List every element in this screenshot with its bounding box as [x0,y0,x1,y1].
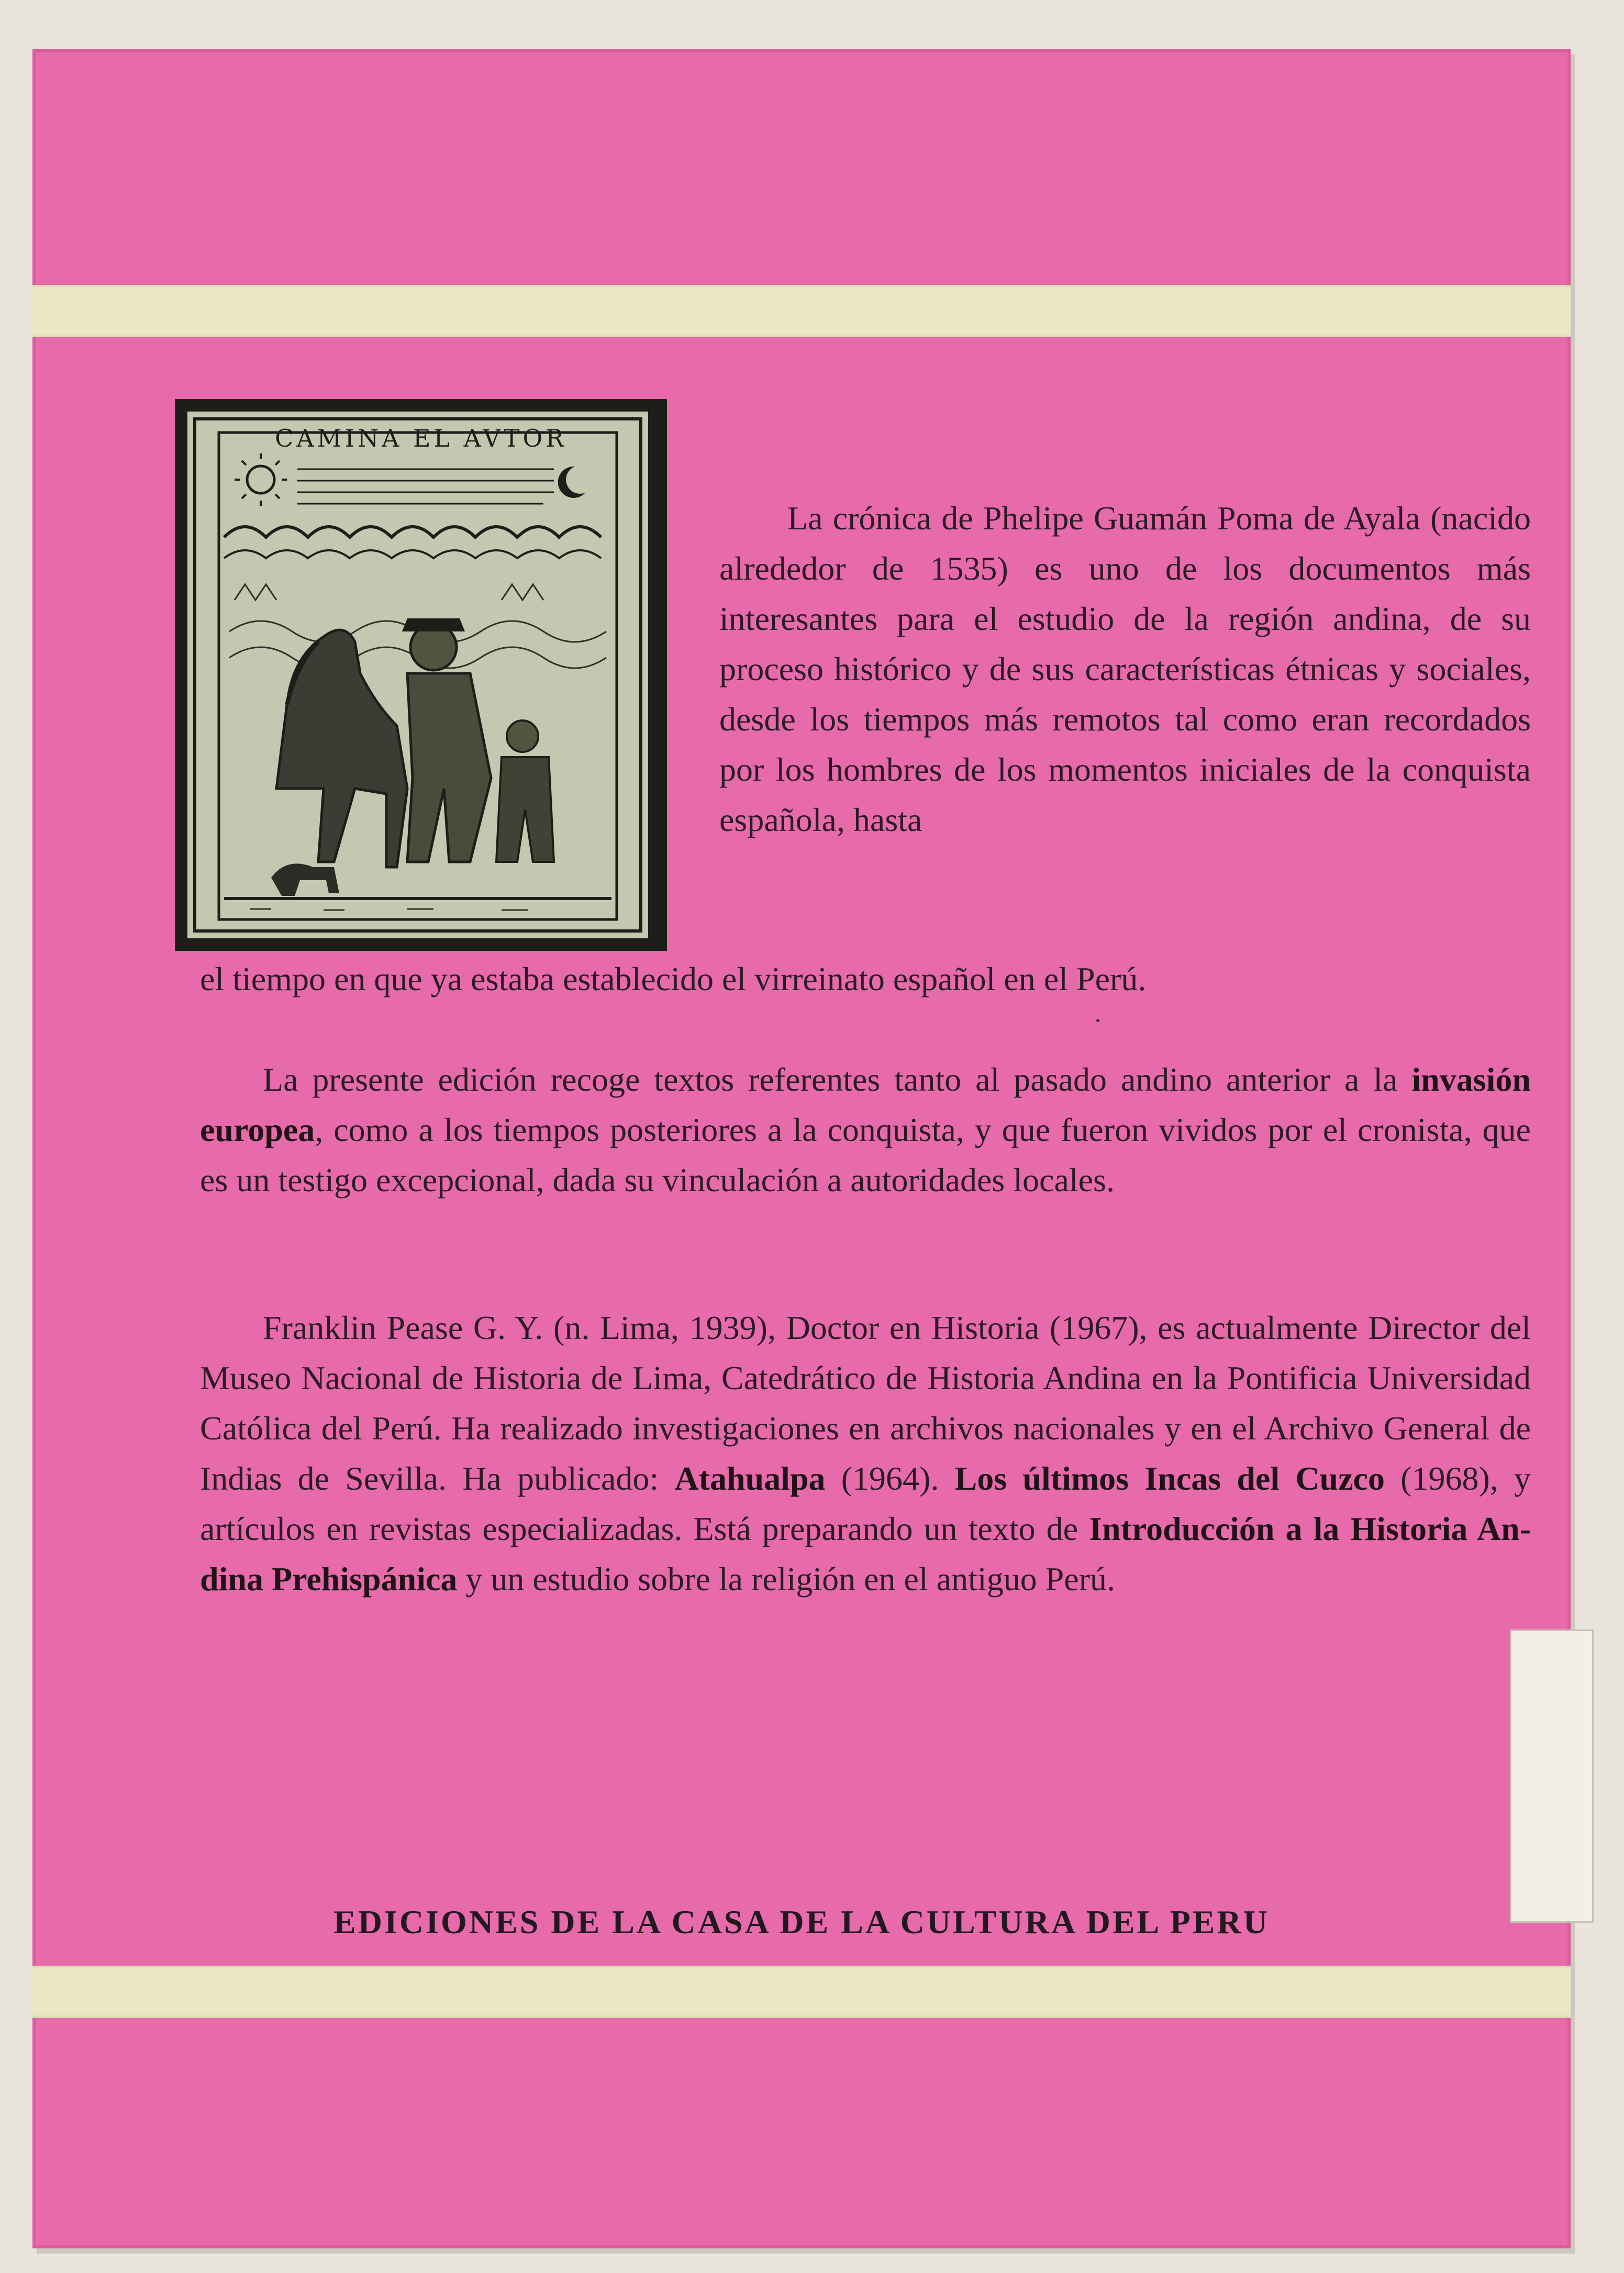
paragraph-3-text-b: (1964). [825,1460,955,1497]
book-title-atahualpa: Atahualpa [674,1460,826,1497]
book-title-introduccion: Introducción a la Historia Andina Prehispánica [200,1510,1531,1598]
top-cream-band [32,285,1571,337]
book-title-ultimos-incas: Los últimos Incas del Cuzco [954,1460,1385,1497]
paragraph-3-text-d: y un estudio sobre la religión en el antiguo Perú. [457,1560,1115,1598]
book-back-cover [32,49,1571,2248]
paragraph-3-author-bio [200,1303,1531,1604]
bottom-cream-band [32,1966,1571,2018]
woodcut-illustration [175,399,667,951]
paragraph-1-last-line: el tiempo en que ya estaba establecido el virreinato español en el Perú. [200,960,1147,997]
publisher-line: EDICIONES DE LA CASA DE LA CULTURA DEL PERU [333,1903,1270,1941]
paragraph-3-text-a: Franklin Pease G. Y. (n. Lima, 1939), Doctor en Historia (1967), es actualmente Director del Museo Nacional de Historia de Lima, Catedrático de Historia Andina en la Pontificia Universidad Católica del Perú. Ha realizado investigaciones en archivos nacionales y en el Archivo General de Indias de Sevilla. Ha publicado: [200,1309,1531,1497]
paragraph-2-text-b: , como a los tiempos posteriores a la conquista, y que fueron vividos por el cronista, que es un testigo excepcional, dada su vinculación a autoridades locales. [200,1111,1531,1199]
library-label-sticker [1510,1629,1594,1923]
woodcut-caption: CAMINA EL AVTOR [275,424,567,452]
woodcut-drawing-icon [187,412,648,938]
paragraph-2-text-a: La presente edición recoge textos referentes tanto al pasado andino anterior a la [263,1061,1412,1098]
paragraph-2 [200,1055,1531,1205]
paragraph-3-text-c: (1968), y artículos en revistas especializadas. Está preparando un texto de [200,1460,1531,1547]
paragraph-2-bold: invasión europea [200,1061,1531,1148]
paragraph-1-wrapped: La crónica de Phelipe Guamán Poma de Ayala (nacido alrededor de 1535) es uno de los documentos más interesantes para el estudio de la región andina, de su proceso histórico y de sus características étnicas y sociales, desde los tiempos más remotos tal como eran recordados por los hombres de los momentos iniciales de la conquista española, hasta [719,500,1531,838]
ink-speck [1096,1019,1099,1022]
